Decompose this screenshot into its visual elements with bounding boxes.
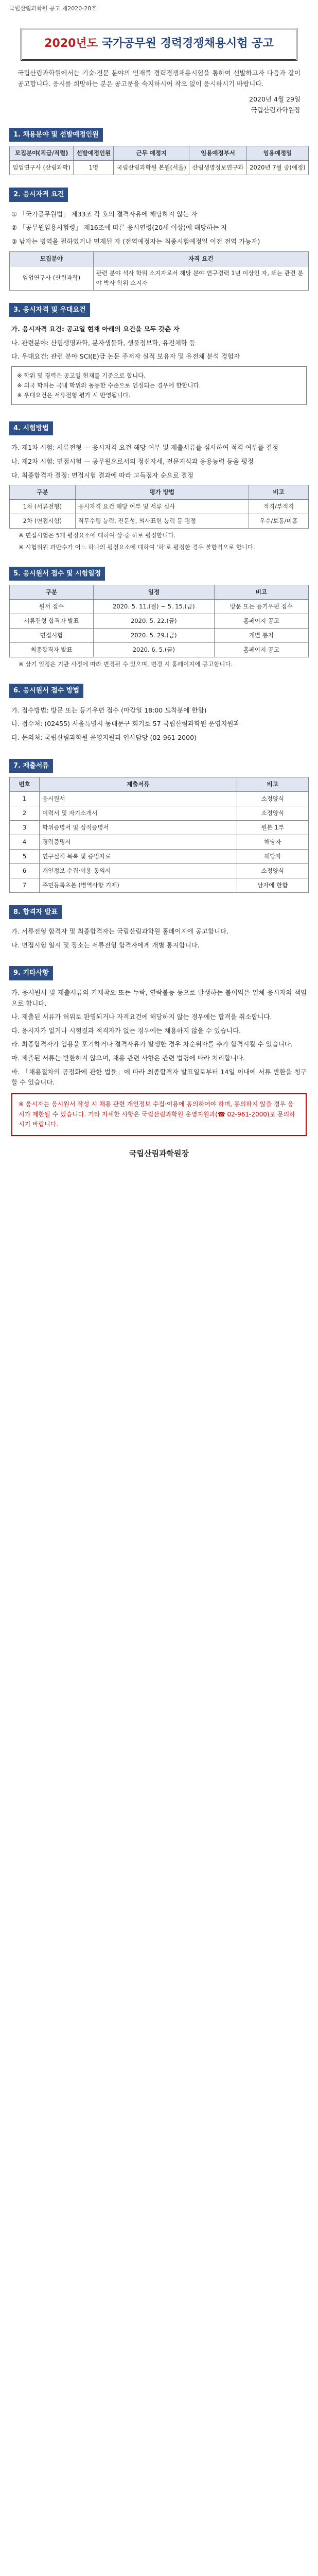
announce-date: 2020년 4월 29일 [249,95,301,103]
table-cell: 소정양식 [237,791,308,806]
announcement-document [0,0,318,1160]
exam-note: ※ 시험위원 과반수가 어느 하나의 평정요소에 대하여 '하'로 평정한 경우 불합격으로 합니다. [19,544,255,551]
misc-item: 마. 제출된 서류는 반환하지 않으며, 채용 관련 사항은 관련 법령에 따라 처리합니다. [11,1054,245,1062]
table-cell: 최종합격자 발표 [10,643,94,657]
table-cell: 학위증명서 및 성적증명서 [40,820,237,835]
table-cell: 2020. 6. 5.(금) [93,643,214,657]
table-cell: 3 [10,820,40,835]
table-header: 일정 [93,585,214,600]
table-row [10,806,309,820]
announce-org: 국립산림과학원장 [251,106,301,114]
section-heading-requirements: 3. 응시자격 및 우대요건 [9,303,90,317]
application-item: 나. 접수처: (02455) 서울특별시 동대문구 회기로 57 국립산림과학원 운영지원과 [11,720,240,728]
exam-item: 나. 제2차 시험: 면접시험 — 공무원으로서의 정신자세, 전문지식과 응용능력 등을 평정 [11,457,254,465]
table-cell: 서류전형 합격자 발표 [10,614,94,629]
intro-text: 국립산림과학원에서는 기술·전문 분야의 인재를 경력경쟁채용시험을 통하여 선발하고자 다음과 같이 공고합니다. 응시를 희망하는 분은 공고문을 숙지하시어 착오 없이 응시하시기 바랍니다. [17,69,301,88]
section-heading-results: 8. 합격자 발표 [9,905,62,919]
table-cell: 홈페이지 공고 [214,643,308,657]
table-cell: 우수/보통/미흡 [249,514,308,529]
table-header: 모집분야 [10,251,94,266]
application-item: 가. 접수방법: 방문 또는 등기우편 접수 (마감일 18:00 도착분에 한함) [11,706,207,714]
table-cell: 2020년 7월 중(예정) [246,161,308,175]
table-header: 제출서류 [40,777,237,792]
documents-table [9,777,309,893]
table-row [10,600,309,614]
table-cell: 면접시험 [10,629,94,643]
table-header: 구분 [10,585,94,600]
notice-text: ※ 응시자는 응시원서 작성 시 채용 관련 개인정보 수집·이용에 동의하여야 하며, 동의하지 않을 경우 응시가 제한될 수 있습니다. 기타 자세한 사항은 국립산림과학원 운영지원과(☎ 02-961-2000)로 문의하시기 바랍니다. [19,1100,295,1128]
table-cell: 1 [10,791,40,806]
table-cell: 소정양식 [237,863,308,878]
table-header: 구분 [10,485,76,500]
table-cell: 소정양식 [237,806,308,820]
exam-item: 다. 최종합격자 결정: 면접시험 결과에 따라 고득점자 순으로 결정 [11,471,193,479]
table-cell: 2020. 5. 22.(금) [93,614,214,629]
misc-item: 라. 최종합격자가 임용을 포기하거나 결격사유가 발생한 경우 차순위자를 추가 합격시킬 수 있습니다. [11,1040,293,1048]
table-cell: 개별 통지 [214,629,308,643]
section-heading-application: 6. 응시원서 접수 방법 [9,684,83,698]
eligibility-item: ② 「공무원임용시험령」 제16조에 따른 응시연령(20세 이상)에 해당하는 자 [11,224,227,232]
schedule-note: ※ 상기 일정은 기관 사정에 따라 변경될 수 있으며, 변경 시 홈페이지에 공고합니다. [19,660,233,668]
table-header: 비고 [237,777,308,792]
exam-note: ※ 면접시험은 5개 평정요소에 대하여 상·중·하로 평정합니다. [19,532,176,539]
table-cell: 임업연구사 (산림과학) [10,161,74,175]
table-row [10,643,309,657]
table-header: 비고 [214,585,308,600]
table-cell: 2020. 5. 11.(월) ~ 5. 15.(금) [93,600,214,614]
table-cell: 임업연구사 (산림과학) [10,266,94,290]
table-cell: 2020. 5. 29.(금) [93,629,214,643]
table-cell: 7 [10,878,40,892]
table-row [10,266,309,290]
section-heading-misc: 9. 기타사항 [9,966,53,980]
table-cell: 2차 (면접시험) [10,514,76,529]
table-cell: 국립산림과학원 본원(서울) [114,161,189,175]
results-item: 가. 서류전형 합격자 및 최종합격자는 국립산림과학원 홈페이지에 공고합니다. [11,927,229,936]
requirement-item: 가. 응시자격 요건: 공고일 현재 아래의 요건을 모두 갖춘 자 [11,325,180,333]
misc-item: 나. 제출된 서류가 허위로 판명되거나 자격요건에 해당하지 않는 경우에는 합격을 취소합니다. [11,1013,272,1021]
table-cell: 해당자 [237,849,308,863]
note-line: ※ 외국 학위는 국내 학위와 동등한 수준으로 인정되는 경우에 한합니다. [17,381,201,389]
table-header: 자격 요건 [93,251,308,266]
table-cell: 원본 1부 [237,820,308,835]
table-header: 임용예정부서 [189,146,247,161]
section-heading-eligibility: 2. 응시자격 요건 [9,188,68,201]
table-header: 근무 예정지 [114,146,189,161]
eligibility-item: ① 「국가공무원법」 제33조 각 호의 결격사유에 해당하지 않는 자 [11,210,198,218]
table-cell: 적격/부적격 [249,500,308,514]
section-heading-schedule: 5. 응시원서 접수 및 시험일정 [9,567,105,581]
table-header: 비고 [249,485,308,500]
table-cell: 5 [10,849,40,863]
positions-table [9,146,309,175]
title-year: 2020년도 [44,37,98,50]
application-item: 다. 문의처: 국립산림과학원 운영지원과 인사담당 (02-961-2000) [11,733,197,741]
eligibility-item: ③ 남자는 병역을 필하였거나 면제된 자 (전역예정자는 최종시험예정일 이전 전역 가능자) [11,238,260,246]
results-item: 나. 면접시험 일시 및 장소는 서류전형 합격자에게 개별 통지합니다. [11,941,200,949]
table-cell: 2 [10,806,40,820]
table-header: 선발예정인원 [74,146,114,161]
requirement-item: 나. 관련분야: 산림생명과학, 분자생물학, 생물정보학, 유전체학 등 [11,338,196,347]
table-cell: 산림생명정보연구과 [189,161,247,175]
misc-item: 바. 「채용절차의 공정화에 관한 법률」에 따라 최종합격자 발표일로부터 14일 이내에 서류 반환을 청구할 수 있습니다. [11,1067,307,1087]
table-cell: 남자에 한함 [237,878,308,892]
table-row [10,791,309,806]
misc-item: 가. 응시원서 및 제출서류의 기재착오 또는 누락, 연락불능 등으로 발생하는 불이익은 일체 응시자의 책임으로 합니다. [11,988,307,1007]
table-cell: 홈페이지 공고 [214,614,308,629]
table-cell: 이력서 및 자기소개서 [40,806,237,820]
schedule-table [9,585,309,657]
page-title [21,28,297,61]
table-cell: 방문 또는 등기우편 접수 [214,600,308,614]
table-row [10,500,309,514]
table-row [10,514,309,529]
table-cell: 해당자 [237,835,308,849]
document-number: 국립산림과학원 공고 제2020-28호 [9,5,97,12]
table-cell: 경력증명서 [40,835,237,849]
table-header: 임용예정일 [246,146,308,161]
section-heading-exam: 4. 시험방법 [9,421,53,435]
title-text: 국가공무원 경력경쟁채용시험 공고 [101,37,274,50]
table-row [10,614,309,629]
table-cell: 원서 접수 [10,600,94,614]
section-heading-documents: 7. 제출서류 [9,759,53,773]
date-org-block [17,94,301,116]
table-row [10,835,309,849]
table-row [10,878,309,892]
table-cell: 응시원서 [40,791,237,806]
table-row [10,863,309,878]
qualification-table [9,251,309,291]
misc-item: 다. 응시자가 없거나 시험결과 적격자가 없는 경우에는 채용하지 않을 수 있습니다. [11,1026,241,1035]
note-line: ※ 학위 및 경력은 공고일 현재를 기준으로 합니다. [17,371,146,379]
table-row [10,849,309,863]
table-cell: 직무수행 능력, 전문성, 의사표현 능력 등 평정 [75,514,249,529]
table-cell: 개인정보 수집·이용 동의서 [40,863,237,878]
table-row [10,629,309,643]
table-header: 모집분야(직급/직렬) [10,146,74,161]
table-cell: 응시자격 요건 해당 여부 및 서류 심사 [75,500,249,514]
table-cell: 관련 분야 석사 학위 소지자로서 해당 분야 연구경력 1년 이상인 자, 또는 관련 분야 박사 학위 소지자 [93,266,308,290]
table-cell: 주민등록초본 (병역사항 기재) [40,878,237,892]
requirement-notes [11,366,307,405]
note-line: ※ 우대요건은 서류전형 평가 시 반영됩니다. [17,391,131,399]
exam-table [9,485,309,529]
table-cell: 4 [10,835,40,849]
table-row [10,161,309,175]
notice-box [11,1093,307,1136]
requirement-item: 다. 우대요건: 관련 분야 SCI(E)급 논문 주저자 실적 보유자 및 유전체 분석 경험자 [11,352,240,361]
closing-org: 국립산림과학원장 [129,1149,189,1159]
section-heading-positions: 1. 채용분야 및 선발예정인원 [9,128,103,142]
table-header: 번호 [10,777,40,792]
table-header: 평가 방법 [75,485,249,500]
exam-item: 가. 제1차 시험: 서류전형 — 응시자격 요건 해당 여부 및 제출서류를 심사하여 적격 여부를 결정 [11,444,278,452]
table-cell: 1차 (서류전형) [10,500,76,514]
table-cell: 1명 [74,161,114,175]
table-cell: 6 [10,863,40,878]
table-row [10,820,309,835]
table-cell: 연구실적 목록 및 증빙자료 [40,849,237,863]
